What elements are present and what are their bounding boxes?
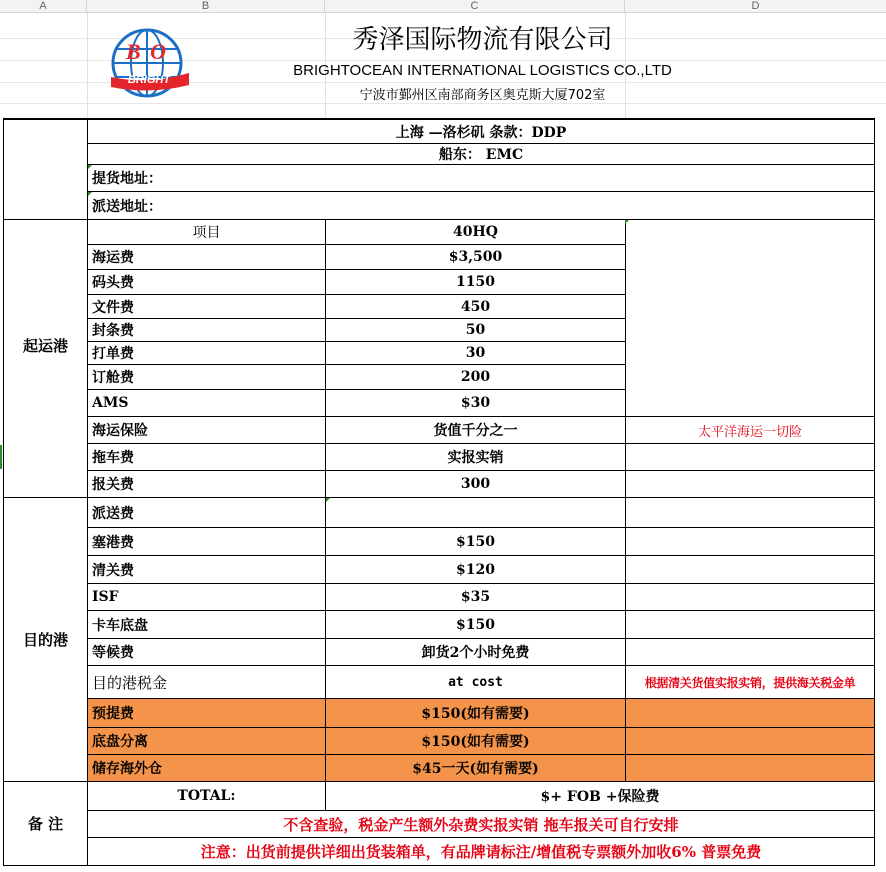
row-selection-marker bbox=[0, 445, 2, 469]
border-line bbox=[3, 865, 875, 866]
carrier[interactable]: 船东： EMC bbox=[438, 147, 524, 163]
dest-value[interactable]: $120 bbox=[456, 561, 495, 578]
dest-value[interactable]: at cost bbox=[448, 674, 503, 690]
dest-value[interactable]: $150(如有需要) bbox=[421, 734, 530, 750]
origin-item[interactable]: 海运费 bbox=[92, 250, 134, 266]
logo-wordmark: BRIGHT bbox=[127, 74, 171, 86]
dest-item[interactable]: 储存海外仓 bbox=[92, 761, 162, 777]
origin-item[interactable]: AMS bbox=[92, 395, 129, 411]
column-header-a[interactable]: A bbox=[0, 0, 87, 13]
company-name-en: BRIGHTOCEAN INTERNATIONAL LOGISTICS CO.,LTD bbox=[293, 62, 672, 79]
origin-value[interactable]: 300 bbox=[460, 476, 491, 492]
header-item[interactable]: 项目 bbox=[192, 225, 221, 241]
origin-item[interactable]: 订舱费 bbox=[92, 370, 134, 386]
dest-item[interactable]: 预提费 bbox=[92, 706, 134, 722]
route-terms[interactable]: 上海 —洛杉矶 条款：DDP bbox=[395, 124, 567, 141]
origin-item[interactable]: 文件费 bbox=[92, 299, 134, 316]
origin-item[interactable]: 拖车费 bbox=[92, 450, 134, 466]
origin-note[interactable]: 太平洋海运一切险 bbox=[697, 424, 802, 440]
dest-value[interactable]: $45一天(如有需要) bbox=[412, 761, 539, 777]
origin-item[interactable]: 报关费 bbox=[92, 477, 134, 493]
origin-value[interactable]: 450 bbox=[460, 298, 491, 315]
company-logo bbox=[105, 27, 193, 103]
comment-marker bbox=[625, 220, 629, 224]
remark-note-2[interactable]: 注意：出货前提供详细出货装箱单，有品牌请标注/增值税专票额外加收6% 普票免费 bbox=[200, 843, 762, 861]
company-address: 宁波市鄞州区南部商务区奥克斯大厦702室 bbox=[359, 88, 606, 103]
remark-note-1[interactable]: 不含查验，税金产生额外杂费实报实销 拖车报关可自行安排 bbox=[283, 815, 679, 834]
dest-item[interactable]: 塞港费 bbox=[92, 534, 134, 551]
pickup-address[interactable]: 提货地址： bbox=[92, 171, 162, 187]
column-header-c[interactable]: C bbox=[325, 0, 625, 13]
origin-item[interactable]: 海运保险 bbox=[92, 423, 148, 439]
origin-value[interactable]: 实报实销 bbox=[447, 450, 504, 466]
origin-item[interactable]: 码头费 bbox=[92, 275, 134, 291]
dest-value[interactable]: $35 bbox=[460, 589, 491, 605]
dest-item[interactable]: 等候费 bbox=[92, 645, 134, 661]
section-origin-port: 起运港 bbox=[22, 336, 68, 355]
logo-initials: B O bbox=[125, 39, 169, 64]
column-header-d[interactable]: D bbox=[751, 0, 760, 12]
dest-item[interactable]: ISF bbox=[92, 589, 119, 605]
total-label[interactable]: TOTAL: bbox=[177, 788, 236, 804]
origin-value[interactable]: 30 bbox=[465, 345, 486, 361]
origin-value[interactable]: 50 bbox=[465, 322, 486, 338]
dest-value[interactable]: 卸货2个小时免费 bbox=[421, 645, 530, 661]
delivery-address[interactable]: 派送地址： bbox=[92, 198, 162, 215]
origin-item[interactable]: 封条费 bbox=[92, 323, 134, 339]
origin-item[interactable]: 打单费 bbox=[92, 346, 134, 362]
gridline bbox=[0, 103, 886, 104]
column-header-b[interactable]: B bbox=[87, 0, 325, 13]
origin-value[interactable]: 200 bbox=[460, 369, 491, 385]
dest-item[interactable]: 清关费 bbox=[92, 562, 134, 579]
dest-value[interactable]: $150 bbox=[456, 533, 495, 550]
total-value[interactable]: $+ FOB +保险费 bbox=[540, 789, 660, 805]
dest-value[interactable]: $150 bbox=[456, 616, 495, 633]
dest-item[interactable]: 底盘分离 bbox=[92, 734, 148, 750]
origin-value[interactable]: $3,500 bbox=[448, 249, 503, 265]
dest-item[interactable]: 卡车底盘 bbox=[92, 617, 148, 634]
company-name-cn: 秀泽国际物流有限公司 bbox=[352, 25, 613, 55]
origin-value[interactable]: 1150 bbox=[456, 274, 495, 290]
dest-item[interactable]: 目的港税金 bbox=[92, 673, 168, 692]
section-destination-port: 目的港 bbox=[22, 631, 68, 649]
column-header-bar bbox=[0, 0, 886, 13]
origin-value[interactable]: $30 bbox=[460, 395, 491, 411]
origin-value[interactable]: 货值千分之一 bbox=[433, 423, 518, 439]
dest-note[interactable]: 根据清关货值实报实销，提供海关税金单 bbox=[644, 675, 856, 690]
section-remarks: 备 注 bbox=[27, 815, 64, 833]
dest-item[interactable]: 派送费 bbox=[92, 505, 134, 522]
dest-value[interactable] bbox=[326, 498, 625, 527]
dest-value[interactable]: $150(如有需要) bbox=[421, 706, 530, 722]
header-40hq[interactable]: 40HQ bbox=[453, 224, 498, 240]
